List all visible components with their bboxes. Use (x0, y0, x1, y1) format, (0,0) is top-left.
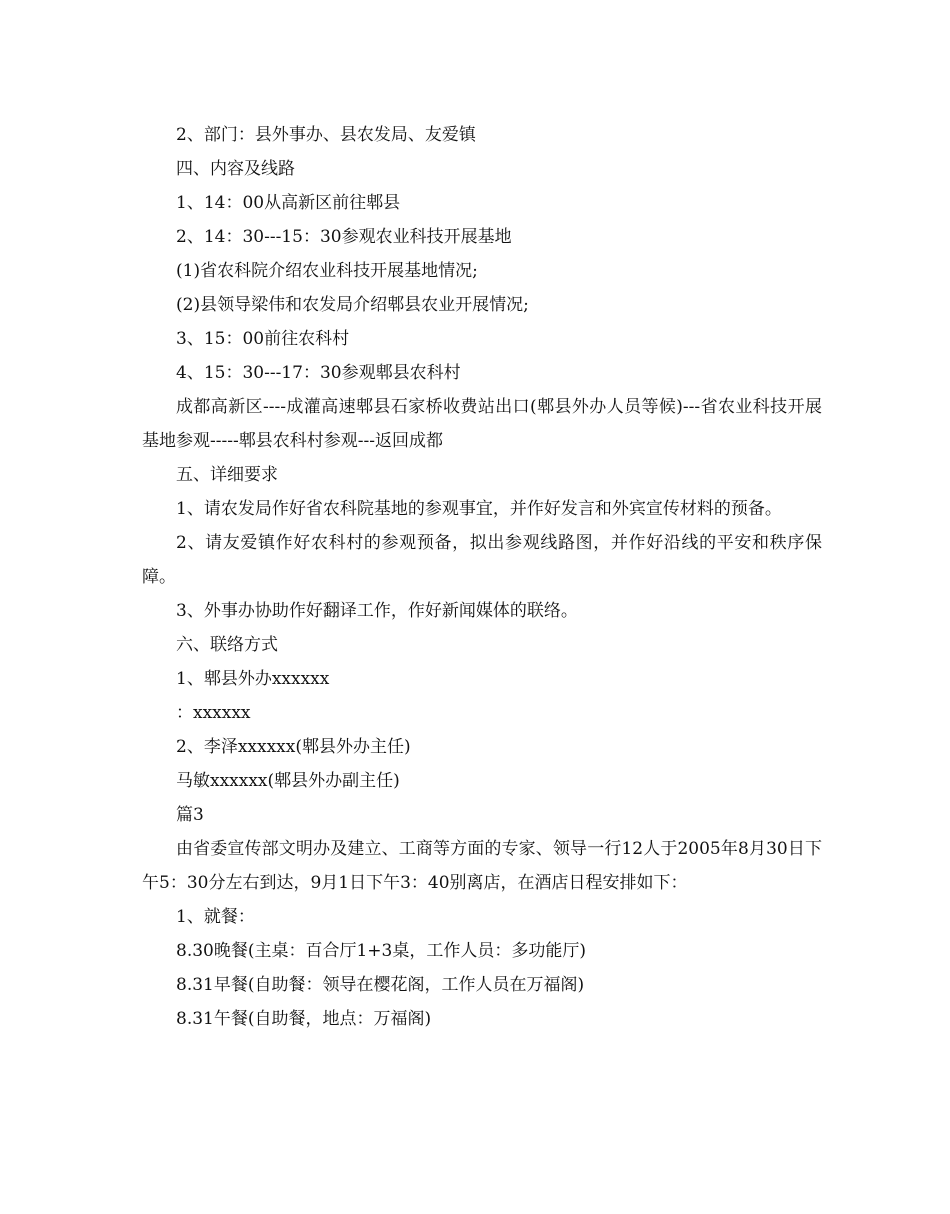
text-line: 3、15：00前往农科村 (176, 329, 350, 349)
text-line: 1、就餐： (176, 907, 255, 927)
meal-line: 8.31早餐(自助餐：领导在樱花阁，工作人员在万福阁) (176, 975, 585, 995)
contact-line: 马敏xxxxxx(郫县外办副主任) (176, 771, 400, 791)
requirement-paragraph: 1、请农发局作好省农科院基地的参观事宜，并作好发言和外宾宣传材料的预备。 (176, 499, 782, 519)
text-line: 2、14：30---15：30参观农业科技开展基地 (176, 227, 512, 247)
section-heading: 六、联络方式 (176, 635, 278, 655)
requirement-paragraph: 2、请友爱镇作好农科村的参观预备，拟出参观线路图，并作好沿线的平安和秩序保障。 (142, 533, 822, 587)
intro-paragraph: 由省委宣传部文明办及建立、工商等方面的专家、领导一行12人于2005年8月30日下午5：30分左右到达，9月1日下午3：40别离店，在酒店日程安排如下： (142, 839, 822, 893)
text-line: (1)省农科院介绍农业科技开展基地情况; (176, 261, 478, 281)
contact-line: ：xxxxxx (176, 703, 251, 723)
text-line: (2)县领导梁伟和农发局介绍郫县农业开展情况; (176, 295, 529, 315)
section-heading: 四、内容及线路 (176, 159, 295, 179)
chapter-heading: 篇3 (176, 805, 204, 825)
route-paragraph: 成都高新区----成灌高速郫县石家桥收费站出口(郫县外办人员等候)---省农业科技开展基地参观-----郫县农科村参观---返回成都 (142, 397, 822, 451)
section-heading: 五、详细要求 (176, 465, 278, 485)
text-line: 4、15：30---17：30参观郫县农科村 (176, 363, 461, 383)
text-line: 1、14：00从高新区前往郫县 (176, 193, 401, 213)
text-line: 2、部门：县外事办、县农发局、友爱镇 (176, 125, 476, 145)
meal-line: 8.30晚餐(主桌：百合厅1+3桌，工作人员：多功能厅) (176, 941, 586, 961)
contact-line: 1、郫县外办xxxxxx (176, 669, 330, 689)
contact-line: 2、李泽xxxxxx(郫县外办主任) (176, 737, 411, 757)
meal-line: 8.31午餐(自助餐，地点：万福阁) (176, 1009, 432, 1029)
text-line: 3、外事办协助作好翻译工作，作好新闻媒体的联络。 (176, 601, 578, 621)
document-body (142, 118, 822, 1036)
